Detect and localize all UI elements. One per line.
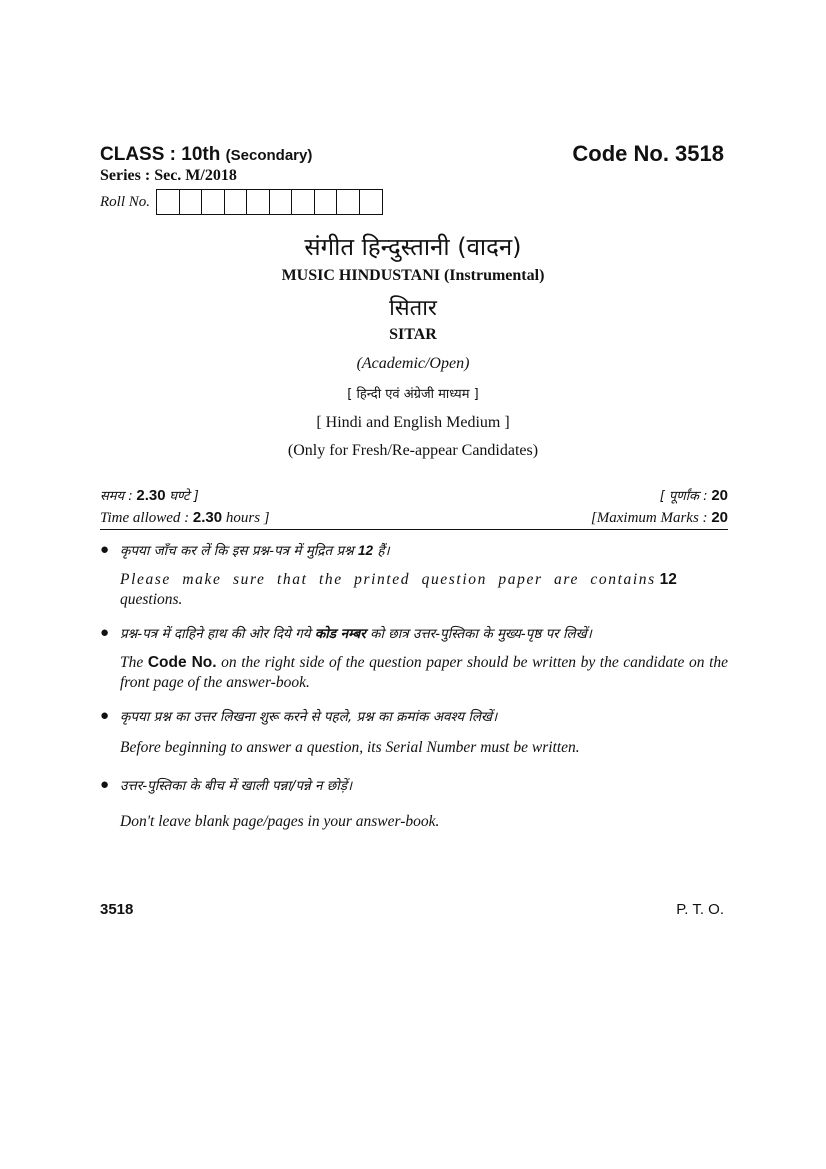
marks-hindi-label: [ पूर्णांक : — [659, 489, 708, 504]
class-label: CLASS : 10th — [100, 144, 221, 165]
marks-english — [591, 509, 728, 527]
time-english-unit: hours ] — [225, 510, 270, 526]
class-sub-label: (Secondary) — [225, 147, 313, 164]
marks-hindi — [660, 486, 728, 505]
meta-row-english — [100, 509, 728, 527]
subject-title-english: MUSIC HINDUSTANI (Instrumental) — [281, 267, 545, 284]
roll-number-box — [360, 190, 383, 214]
instruction-english-text: The — [120, 654, 144, 671]
instruction-hindi — [120, 541, 728, 559]
instruction-hindi-text-end: हैं। — [377, 543, 390, 559]
bullet-icon: ● — [100, 541, 110, 558]
roll-number-box — [180, 190, 203, 214]
instruction-hindi-text: कृपया जाँच कर लें कि इस प्रश्न-पत्र में मुद्रित प्रश्न — [120, 543, 354, 559]
instruction-hindi — [120, 624, 728, 642]
roll-number-box — [202, 190, 225, 214]
time-english-value: 2.30 — [192, 509, 223, 526]
bullet-icon: ● — [100, 776, 110, 793]
meta-row-hindi — [100, 486, 728, 505]
instruction-hindi-bold: 12 — [357, 543, 374, 558]
instruction-english-text: Please make sure that the printed question paper are contains — [120, 571, 656, 588]
marks-english-label: [Maximum Marks : — [590, 510, 708, 526]
time-hindi — [100, 486, 199, 505]
instrument-title-hindi: सितार — [389, 296, 437, 321]
candidates-note: (Only for Fresh/Re-appear Candidates) — [287, 442, 539, 459]
instruction-hindi: उत्तर-पुस्तिका के बीच में खाली पन्ना/पन्ने न छोड़ें। — [120, 778, 353, 794]
instruction-english: Before beginning to answer a question, its Serial Number must be written. — [120, 739, 580, 756]
instruction-hindi: कृपया प्रश्न का उत्तर लिखना शुरू करने से पहले, प्रश्न का क्रमांक अवश्य लिखें। — [120, 709, 498, 725]
series-label: Series : Sec. M/2018 — [100, 167, 237, 184]
instruction-english — [120, 570, 728, 610]
footer-pto: P. T. O. — [676, 901, 724, 918]
footer-code: 3518 — [100, 901, 134, 918]
medium-label-english: [ Hindi and English Medium ] — [316, 414, 510, 431]
instruction-english-text-end: questions. — [120, 591, 183, 608]
academic-open-label: (Academic/Open) — [356, 355, 470, 372]
roll-number-box — [270, 190, 293, 214]
roll-number-box — [315, 190, 338, 214]
subject-title-hindi: संगीत हिन्दुस्तानी (वादन) — [304, 233, 522, 261]
instrument-title-english: SITAR — [389, 326, 437, 343]
instruction-hindi-text-end: को छात्र उत्तर-पुस्तिका के मुख्य-पृष्ठ पर लिखें। — [370, 626, 592, 642]
roll-number-label: Roll No. — [100, 193, 151, 210]
roll-number-boxes — [156, 189, 383, 215]
time-hindi-value: 2.30 — [136, 487, 166, 504]
marks-english-value: 20 — [711, 509, 728, 526]
roll-number-box — [247, 190, 270, 214]
time-english — [100, 509, 270, 527]
time-hindi-label: समय : — [100, 489, 133, 504]
roll-number-box — [337, 190, 360, 214]
class-heading — [100, 144, 312, 166]
bullet-icon: ● — [100, 707, 110, 724]
roll-number-box — [157, 190, 180, 214]
instruction-english: Don't leave blank page/pages in your answer-book. — [120, 813, 440, 830]
bullet-icon: ● — [100, 624, 110, 641]
instruction-english-text-end: on the right side of the question paper should be written by the candidate on the front page of the answer-book. — [120, 654, 728, 691]
instruction-hindi-bold: कोड नम्बर — [314, 626, 366, 642]
instruction-english-bold: 12 — [659, 571, 677, 588]
divider-line — [100, 529, 728, 530]
instruction-hindi-text: प्रश्न-पत्र में दाहिने हाथ की ओर दिये गये — [120, 626, 311, 642]
instruction-english — [120, 653, 728, 693]
time-hindi-unit: घण्टे ] — [169, 489, 199, 504]
time-english-label: Time allowed : — [100, 510, 190, 526]
medium-label-hindi: [ हिन्दी एवं अंग्रेजी माध्यम ] — [347, 387, 479, 402]
instruction-english-bold: Code No. — [147, 654, 217, 671]
roll-number-box — [292, 190, 315, 214]
code-number: Code No. 3518 — [572, 141, 724, 166]
marks-hindi-value: 20 — [711, 487, 728, 504]
roll-number-box — [225, 190, 248, 214]
roll-number-row — [100, 189, 383, 215]
